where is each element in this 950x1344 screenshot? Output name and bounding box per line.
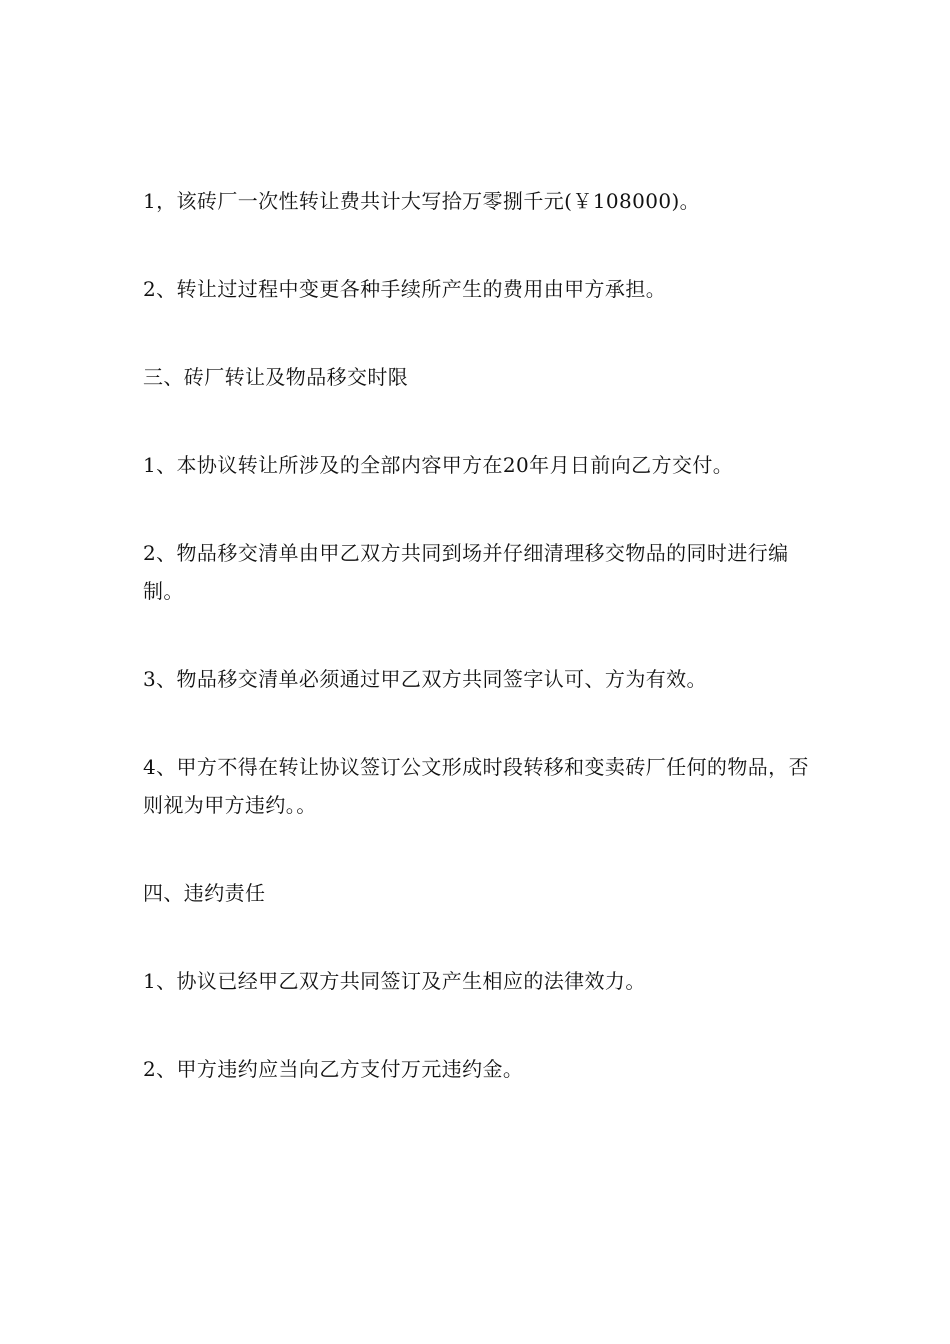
clause-inventory-list: 2、物品移交清单由甲乙双方共同到场并仔细清理移交物品的同时进行编制。 xyxy=(143,541,789,603)
clause-no-transfer-of-goods: 4、甲方不得在转让协议签订公文形成时段转移和变卖砖厂任何的物品，否则视为甲方违约。。 xyxy=(143,755,809,817)
document-body xyxy=(143,182,813,1138)
clause-fee-total: 1，该砖厂一次性转让费共计大写拾万零捌千元(￥108000)。 xyxy=(143,189,701,213)
clause-inventory-signature: 3、物品移交清单必须通过甲乙双方共同签字认可、方为有效。 xyxy=(143,667,707,691)
clause-delivery-date: 1、本协议转让所涉及的全部内容甲方在20年月日前向乙方交付。 xyxy=(143,453,734,477)
clause-fee-procedures: 2、转让过过程中变更各种手续所产生的费用由甲方承担。 xyxy=(143,277,667,301)
section-heading-transfer-deadline: 三、砖厂转让及物品移交时限 xyxy=(143,365,409,389)
clause-penalty: 2、甲方违约应当向乙方支付万元违约金。 xyxy=(143,1057,524,1081)
section-heading-liability: 四、违约责任 xyxy=(143,881,266,905)
clause-legal-effect: 1、协议已经甲乙双方共同签订及产生相应的法律效力。 xyxy=(143,969,646,993)
